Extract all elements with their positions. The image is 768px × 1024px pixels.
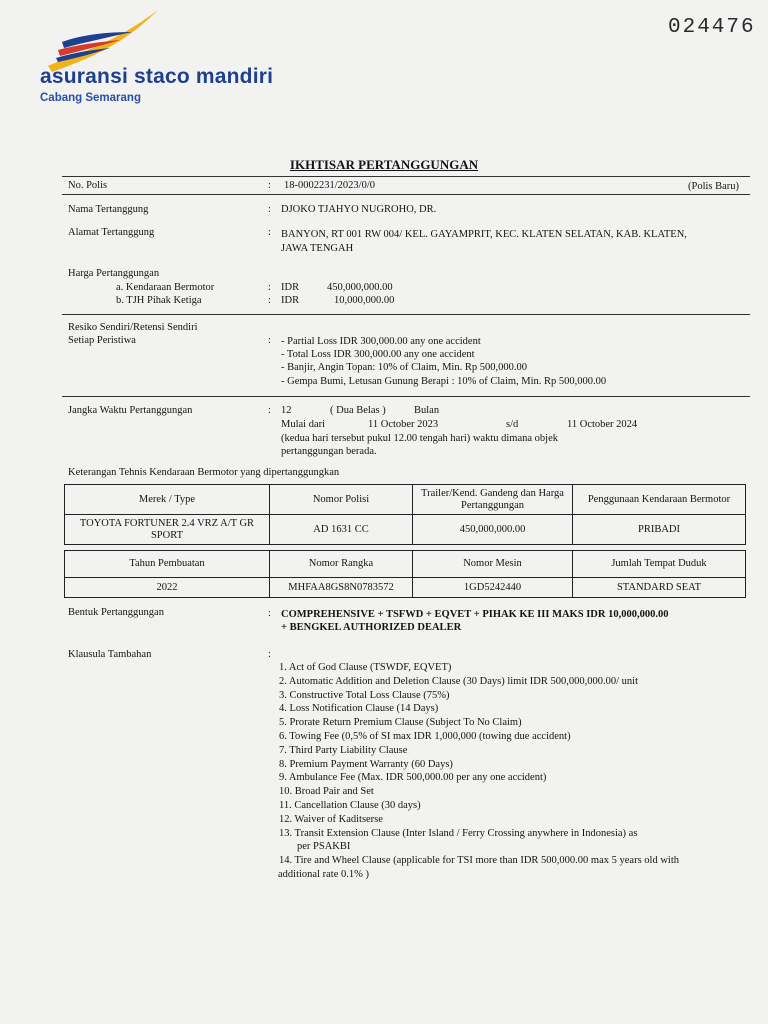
period-note-line1: (kedua hari tersebut pukul 12.00 tengah hari) waktu dimana objek — [281, 433, 558, 444]
table-cell: PRIBADI — [573, 515, 746, 545]
colon: : — [268, 335, 271, 346]
list-item: 5. Prorate Return Premium Clause (Subject To No Claim) — [279, 717, 522, 729]
list-item: 14. Tire and Wheel Clause (applicable for TSI more than IDR 500,000.00 max 5 years old with — [279, 855, 679, 867]
table-header-cell: Nomor Polisi — [270, 485, 413, 515]
period-end-date: 11 October 2024 — [567, 419, 638, 430]
tpl-sum-label: b. TJH Pihak Ketiga — [116, 295, 202, 306]
colon: : — [268, 295, 271, 306]
table-row — [65, 578, 746, 598]
insured-name-value: DJOKO TJAHYO NUGROHO, DR. — [281, 204, 437, 215]
vehicle-table-2 — [64, 550, 746, 598]
list-item-continuation: per PSAKBI — [297, 841, 351, 853]
insured-address-label: Alamat Tertanggung — [68, 227, 155, 238]
clauses-label: Klausula Tambahan — [68, 649, 152, 660]
table-header-cell: Nomor Mesin — [413, 551, 573, 578]
list-item: 9. Ambulance Fee (Max. IDR 500,000.00 per any one accident) — [279, 772, 547, 784]
vehicle-section-label: Keterangan Tehnis Kendaraan Bermotor yang dipertanggungkan — [68, 467, 340, 478]
divider — [62, 396, 750, 397]
table-header-cell: Tahun Pembuatan — [65, 551, 270, 578]
deductible-label-line2: Setiap Peristiwa — [68, 335, 136, 346]
company-logo-swoosh — [40, 6, 165, 74]
table-header-cell: Penggunaan Kendaraan Bermotor — [573, 485, 746, 515]
period-label: Jangka Waktu Pertanggungan — [68, 405, 193, 416]
list-item: 6. Towing Fee (0,5% of SI max IDR 1,000,000 (towing due accident) — [279, 730, 571, 742]
period-start-date: 11 October 2023 — [368, 419, 439, 430]
list-item: 3. Constructive Total Loss Clause (75%) — [279, 689, 450, 701]
coverage-line2: + BENGKEL AUTHORIZED DEALER — [281, 622, 462, 633]
branch-name: Cabang Semarang — [40, 92, 141, 104]
colon: : — [268, 608, 271, 619]
policy-status: (Polis Baru) — [688, 181, 740, 192]
list-item: 13. Transit Extension Clause (Inter Island / Ferry Crossing anywhere in Indonesia) as — [279, 827, 638, 839]
colon: : — [268, 204, 271, 215]
vehicle-sum-currency: IDR — [281, 282, 300, 293]
table-header-cell: Nomor Rangka — [270, 551, 413, 578]
table-header-row — [65, 485, 746, 515]
list-item: 7. Third Party Liability Clause — [279, 744, 408, 756]
list-item: 11. Cancellation Clause (30 days) — [279, 799, 421, 811]
deductible-item: - Partial Loss IDR 300,000.00 any one accident — [281, 336, 481, 347]
period-separator: s/d — [506, 419, 519, 430]
vehicle-sum-label: a. Kendaraan Bermotor — [116, 282, 215, 293]
colon: : — [268, 282, 271, 293]
table-cell: TOYOTA FORTUNER 2.4 VRZ A/T GR SPORT — [65, 515, 270, 545]
clauses-list — [279, 661, 749, 882]
divider — [62, 176, 750, 177]
tpl-sum-currency: IDR — [281, 295, 300, 306]
colon: : — [268, 180, 271, 191]
deductible-label-line1: Resiko Sendiri/Retensi Sendiri — [68, 322, 198, 333]
table-cell: 2022 — [65, 578, 270, 598]
list-item: 12. Waiver of Kaditserse — [279, 813, 383, 825]
list-item: 2. Automatic Addition and Deletion Clause (30 Days) limit IDR 500,000,000.00/ unit — [279, 675, 639, 687]
coverage-label: Bentuk Pertanggungan — [68, 607, 164, 618]
table-header-row — [65, 551, 746, 578]
coverage-line1: COMPREHENSIVE + TSFWD + EQVET + PIHAK KE III MAKS IDR 10,000,000.00 — [281, 609, 669, 620]
company-name: asuransi staco mandiri — [40, 65, 274, 88]
period-start-label: Mulai dari — [281, 419, 326, 430]
policy-number-value: 18-0002231/2023/0/0 — [284, 180, 375, 191]
policy-number-label: No. Polis — [68, 180, 108, 191]
list-item: 8. Premium Payment Warranty (60 Days) — [279, 758, 453, 770]
insured-address-line2: JAWA TENGAH — [281, 243, 354, 254]
vehicle-sum-value: 450,000,000.00 — [327, 282, 393, 293]
period-unit: Bulan — [414, 405, 440, 416]
period-months-words: ( Dua Belas ) — [330, 405, 386, 416]
tpl-sum-value: 10,000,000.00 — [334, 295, 395, 306]
document-title: IKHTISAR PERTANGGUNGAN — [289, 157, 479, 172]
table-cell: 1GD5242440 — [413, 578, 573, 598]
table-cell: MHFAA8GS8N0783572 — [270, 578, 413, 598]
divider — [62, 314, 750, 315]
table-header-cell: Trailer/Kend. Gandeng dan Harga Pertanggungan — [413, 485, 573, 515]
list-item: 1. Act of God Clause (TSWDF, EQVET) — [279, 662, 452, 673]
insured-address-line1: BANYON, RT 001 RW 004/ KEL. GAYAMPRIT, KEC. KLATEN SELATAN, KAB. KLATEN, — [281, 229, 687, 240]
table-cell: STANDARD SEAT — [573, 578, 746, 598]
table-header-cell: Jumlah Tempat Duduk — [573, 551, 746, 578]
list-item: 10. Broad Pair and Set — [279, 786, 374, 798]
list-item-continuation: additional rate 0.1% ) — [278, 868, 369, 880]
vehicle-table-1 — [64, 484, 746, 545]
table-cell: AD 1631 CC — [270, 515, 413, 545]
table-cell: 450,000,000.00 — [413, 515, 573, 545]
period-note-line2: pertanggungan berada. — [281, 446, 377, 457]
list-item: 4. Loss Notification Clause (14 Days) — [279, 703, 439, 715]
deductible-item: - Banjir, Angin Topan: 10% of Claim, Min. Rp 500,000.00 — [281, 362, 527, 373]
document-number: 024476 — [668, 16, 756, 39]
colon: : — [268, 227, 271, 238]
sum-insured-label: Harga Pertanggungan — [68, 268, 160, 279]
table-header-cell: Merek / Type — [65, 485, 270, 515]
colon: : — [268, 649, 271, 660]
deductible-item: - Total Loss IDR 300,000.00 any one accident — [281, 349, 475, 360]
insured-name-label: Nama Tertanggung — [68, 204, 149, 215]
deductible-item: - Gempa Bumi, Letusan Gunung Berapi : 10% of Claim, Min. Rp 500,000.00 — [281, 376, 607, 387]
table-row — [65, 515, 746, 545]
divider — [62, 194, 750, 195]
period-months: 12 — [281, 405, 292, 416]
colon: : — [268, 405, 271, 416]
